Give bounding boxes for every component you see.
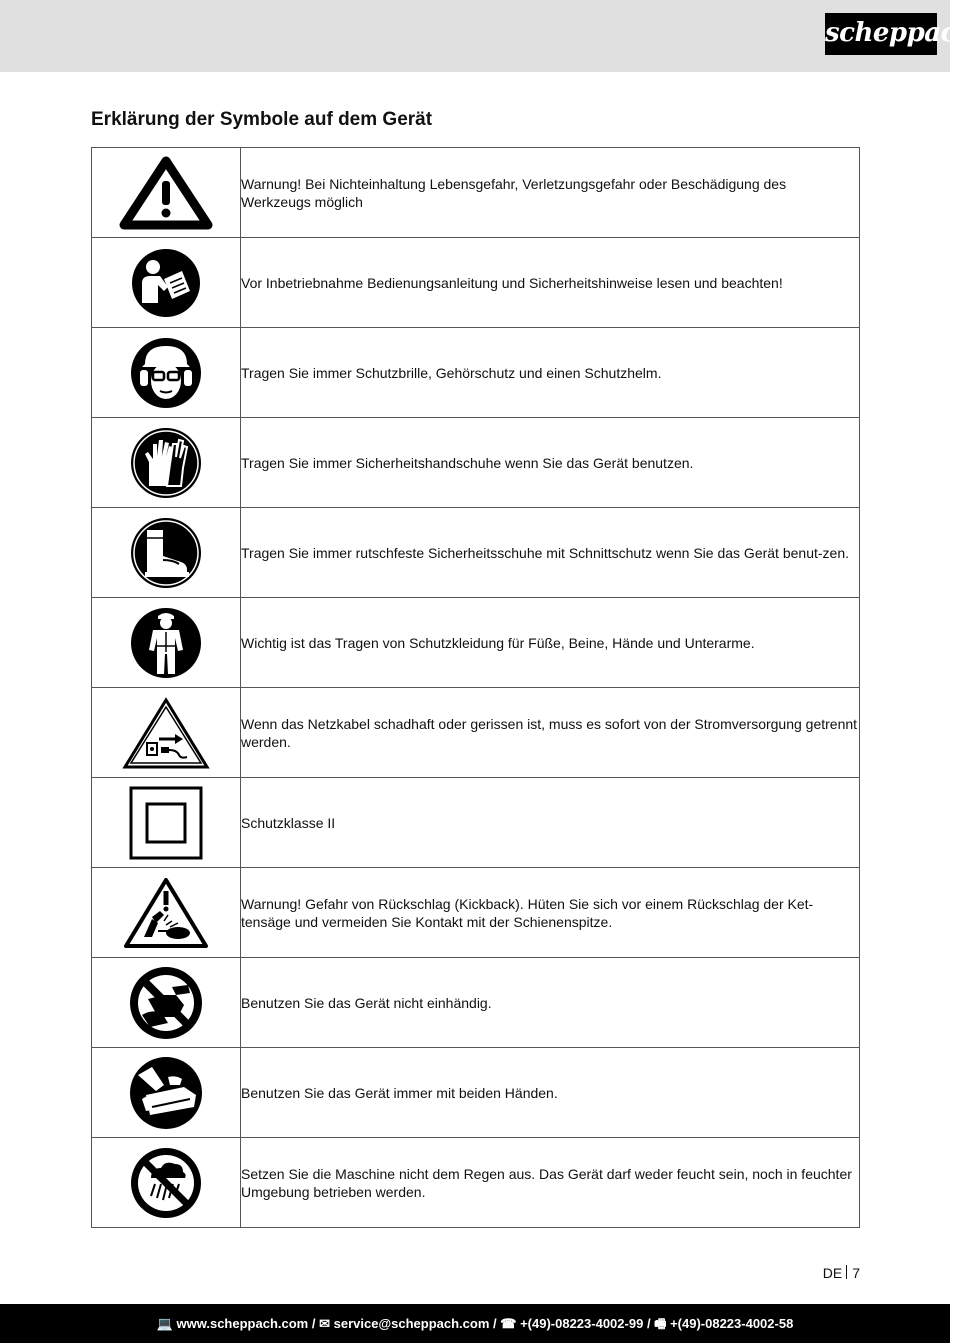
- footer-fax: +(49)-08223-4002-58: [670, 1316, 794, 1331]
- icon-cell: [92, 778, 241, 868]
- footer-separator: /: [311, 1316, 320, 1331]
- icon-cell: [92, 238, 241, 328]
- symbol-description: Warnung! Bei Nichteinhaltung Lebensgefahr, Verletzungsgefahr oder Beschädigung des Werkzeugs möglich: [241, 148, 860, 238]
- symbol-description: Schutzklasse II: [241, 778, 860, 868]
- page-language: DE: [822, 1265, 843, 1281]
- table-row: [92, 1138, 860, 1228]
- symbol-table: [91, 147, 860, 1228]
- computer-icon: 💻: [156, 1316, 173, 1331]
- table-row: [92, 1048, 860, 1138]
- icon-cell: [92, 328, 241, 418]
- protection-class-ii-icon: [129, 786, 203, 860]
- icon-cell: [92, 868, 241, 958]
- symbol-description: Benutzen Sie das Gerät nicht einhändig.: [241, 958, 860, 1048]
- table-row: [92, 598, 860, 688]
- icon-cell: [92, 148, 241, 238]
- footer-phone: +(49)-08223-4002-99: [520, 1316, 644, 1331]
- two-hand-use-icon: [128, 1055, 204, 1131]
- icon-cell: [92, 1138, 241, 1228]
- no-one-hand-use-icon: [128, 965, 204, 1041]
- gloves-icon: [129, 426, 203, 500]
- fax-icon: 🖷: [654, 1316, 667, 1331]
- footer-website[interactable]: www.scheppach.com: [176, 1316, 309, 1331]
- page-separator: [846, 1265, 847, 1279]
- page-title: Erklärung der Symbole auf dem Gerät: [91, 109, 433, 130]
- table-row: [92, 418, 860, 508]
- symbol-description: Tragen Sie immer Sicherheitshandschuhe wenn Sie das Gerät benutzen.: [241, 418, 860, 508]
- phone-icon: ☎: [500, 1316, 517, 1331]
- brand-logo: scheppach: [825, 13, 937, 55]
- warning-triangle-icon: [118, 155, 214, 231]
- top-bar: [0, 0, 974, 72]
- unplug-warning-icon: [121, 695, 211, 771]
- symbol-description: Tragen Sie immer Schutzbrille, Gehörschutz und einen Schutzhelm.: [241, 328, 860, 418]
- table-row: [92, 508, 860, 598]
- envelope-icon: ✉: [319, 1316, 330, 1331]
- icon-cell: [92, 958, 241, 1048]
- footer-separator: /: [646, 1316, 655, 1331]
- icon-cell: [92, 688, 241, 778]
- safety-boot-icon: [129, 516, 203, 590]
- kickback-warning-icon: [122, 875, 210, 951]
- symbol-description: Setzen Sie die Maschine nicht dem Regen aus. Das Gerät darf weder feucht sein, noch in feuchter Umgebung betrieben werden.: [241, 1138, 860, 1228]
- icon-cell: [92, 598, 241, 688]
- table-row: [92, 778, 860, 868]
- table-row: [92, 688, 860, 778]
- symbol-description: Benutzen Sie das Gerät immer mit beiden Händen.: [241, 1048, 860, 1138]
- no-rain-icon: [129, 1146, 203, 1220]
- footer-bar: [0, 1304, 950, 1343]
- table-row: [92, 328, 860, 418]
- page-number-value: 7: [852, 1265, 860, 1281]
- symbol-description: Tragen Sie immer rutschfeste Sicherheitsschuhe mit Schnittschutz wenn Sie das Gerät benut-zen.: [241, 508, 860, 598]
- page-number: [823, 1264, 860, 1282]
- table-row: [92, 958, 860, 1048]
- read-manual-icon: [130, 247, 202, 319]
- icon-cell: [92, 1048, 241, 1138]
- symbol-description: Wichtig ist das Tragen von Schutzkleidung für Füße, Beine, Hände und Unterarme.: [241, 598, 860, 688]
- protective-clothing-icon: [129, 606, 203, 680]
- symbol-description: Warnung! Gefahr von Rückschlag (Kickback). Hüten Sie sich vor einem Rückschlag der Ket-tensäge und vermeiden Sie Kontakt mit der Schienenspitze.: [241, 868, 860, 958]
- footer-email[interactable]: service@scheppach.com: [333, 1316, 490, 1331]
- symbol-description: Wenn das Netzkabel schadhaft oder gerissen ist, muss es sofort von der Stromversorgung getrennt werden.: [241, 688, 860, 778]
- table-row: [92, 238, 860, 328]
- footer-separator: /: [493, 1316, 501, 1331]
- icon-cell: [92, 418, 241, 508]
- symbol-description: Vor Inbetriebnahme Bedienungsanleitung und Sicherheitshinweise lesen und beachten!: [241, 238, 860, 328]
- head-protection-icon: [129, 336, 203, 410]
- table-row: [92, 148, 860, 238]
- table-row: [92, 868, 860, 958]
- icon-cell: [92, 508, 241, 598]
